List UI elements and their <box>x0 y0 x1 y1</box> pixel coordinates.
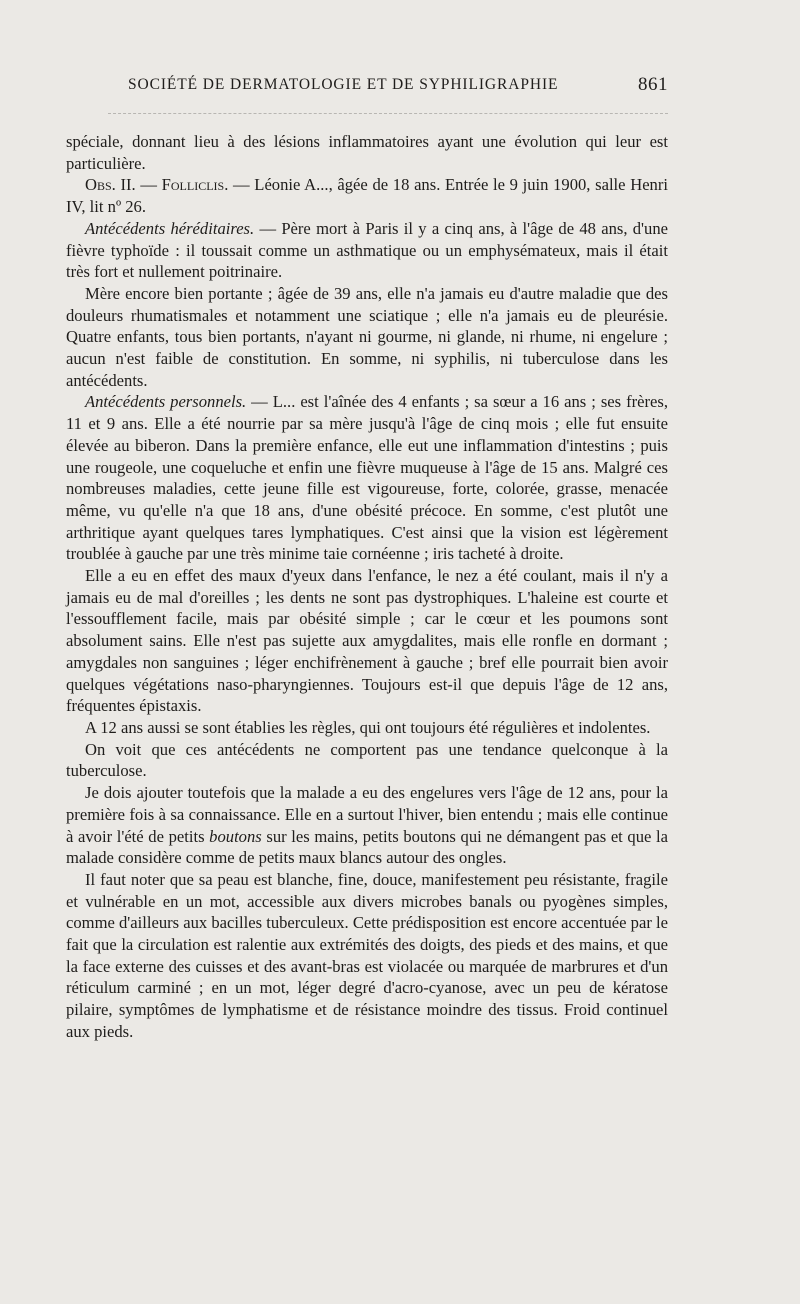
paragraph: A 12 ans aussi se sont établies les règles, qui ont toujours été régulières et indolentes. <box>85 717 651 737</box>
text-before: Je dois ajouter toutefois que la malade a eu des engelures vers l'âge de 12 ans, pour la première fois à sa connaissance. Elle en a surtout l'hiver, bien entendu ; mais elle continue à avoir l'été de petits <box>66 783 668 846</box>
paragraph: Elle a eu en effet des maux d'yeux dans l'enfance, le nez a été coulant, mais il n'y a jamais eu de mal d'oreilles ; les dents ne sont pas dystrophiques. L'haleine est courte et l'essoufflement facile, mais par obésité simple ; car le cœur et les poumons sont absolument sains. Elle n'est pas sujette aux amygdalites, mais elle ronfle en dormant ; amygdales non sanguines ; léger enchifrènement à gauche ; bref elle pourrait bien avoir quelques végétations naso-pharyngiennes. Toujours est-il que depuis l'âge de 12 ans, fréquentes épistaxis. <box>66 566 668 716</box>
paragraph: Mère encore bien portante ; âgée de 39 ans, elle n'a jamais eu d'autre maladie que des douleurs rhumatismales et notamment une sciatique ; elle n'a jamais eu de pleurésie. Quatre enfants, tous bien portants, n'ayant ni gourme, ni glande, ni rhume, ni engelure ; aucun n'est faible de constitution. En somme, ni syphilis, ni tuberculose dans les antécédents. <box>66 283 668 390</box>
paragraph: Il faut noter que sa peau est blanche, fine, douce, manifestement peu résistante, fragile et vulnérable en un mot, accessible aux divers microbes banals ou pyogènes simples, comme d'ailleurs aux bacilles tuberculeux. Cette prédisposition est encore accentuée par le fait que la circulation est ralentie aux extrémités des doigts, des pieds et des mains, et que la face externe des cuisses et des avant-bras est violacée ou marquée de marbrures et d'un réticulum carminé ; en un mot, léger degré d'acro-cyanose, avec un peu de kératose pilaire, symptômes de lymphatisme et de résistance moindre des tissus. Froid continuel aux pieds. <box>66 869 668 1041</box>
paragraph-boutons <box>66 782 668 869</box>
section-text: — L... est l'aînée des 4 enfants ; sa sœur a 16 ans ; ses frères, 11 et 9 ans. Elle a été nourrie par sa mère jusqu'à l'âge de cinq mois ; elle fut ensuite élevée au biberon. Dans la première enfance, elle eut une inflammation d'intestins ; puis une rougeole, une coqueluche et enfin une fièvre muqueuse à l'âge de 15 ans. Malgré ces nombreuses maladies, cette jeune fille est vigoureuse, forte, colorée, grasse, menacée même, vu qu'elle n'a que 18 ans, d'une obésité précoce. En somme, c'est plutôt une arthritique ayant quelques tares lymphatiques. C'est ainsi que la vision est légèrement troublée à gauche par une très minime taie cornéenne ; iris tacheté à droite. <box>66 392 668 564</box>
body-text <box>66 131 668 1043</box>
paragraph: On voit que ces antécédents ne comportent pas une tendance quelconque à la tuberculose. <box>66 739 668 781</box>
observation-label: Obs. II. <box>85 175 136 195</box>
observation-title: Folliclis. <box>161 175 229 195</box>
observation-text: — Léonie A..., âgée de 18 ans. Entrée le 9 juin 1900, salle Henri IV, lit nº 26. <box>66 175 668 217</box>
section-heading: Antécédents héréditaires. <box>85 218 255 238</box>
dash: — <box>135 175 162 195</box>
section-text: — Père mort à Paris il y a cinq ans, à l'âge de 48 ans, d'une fièvre typhoïde : il toussait comme un asthmatique ou un emphysémateux, mais il était très fort et nullement poitrinaire. <box>66 218 668 282</box>
italic-word: boutons <box>209 826 262 846</box>
paragraph-observation <box>66 174 668 217</box>
paragraph: spéciale, donnant lieu à des lésions inflammatoires ayant une évolution qui leur est particulière. <box>66 132 668 173</box>
page-header <box>128 76 668 100</box>
header-rule <box>108 113 668 114</box>
page-number: 861 <box>638 74 668 95</box>
text-after: sur les mains, petits boutons qui ne démangent pas et que la malade considère comme de petits maux blancs autour des ongles. <box>66 826 668 868</box>
paragraph-hereditary <box>66 218 668 283</box>
paragraph-personal <box>66 391 668 565</box>
section-heading: Antécédents personnels. <box>85 392 247 412</box>
running-head: SOCIÉTÉ DE DERMATOLOGIE ET DE SYPHILIGRAPHIE <box>128 76 559 93</box>
